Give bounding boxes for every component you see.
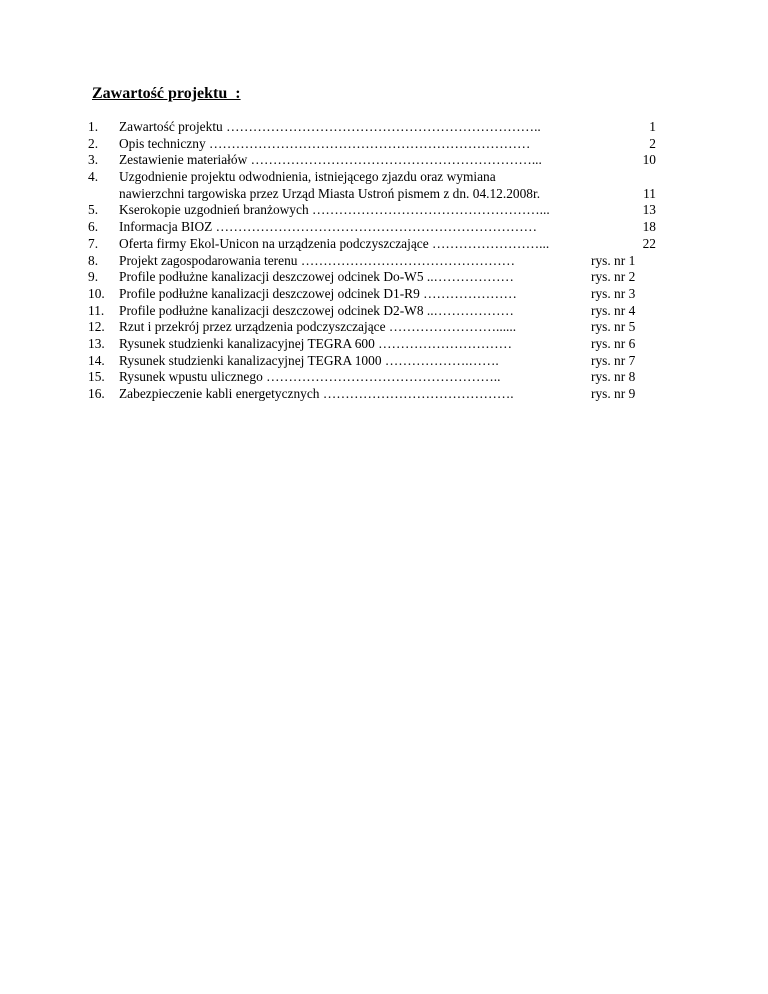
toc-item-number: 15. (88, 369, 105, 385)
toc-item-drawing-ref: rys. nr 4 (591, 302, 636, 318)
toc-item-5 (88, 202, 668, 219)
toc-item-drawing-ref: rys. nr 9 (591, 386, 636, 402)
toc-item-text: Zawartość projektu …………………………………………………………….. (119, 119, 541, 134)
toc-item-16 (88, 386, 668, 403)
toc-item-9 (88, 269, 668, 286)
toc-item-number: 13. (88, 335, 105, 351)
toc-item-page: 11 (643, 185, 656, 201)
toc-item-8 (88, 253, 668, 270)
toc-item-text: Oferta firmy Ekol-Unicon na urządzenia podczyszczające ……………………... (119, 235, 550, 251)
toc-item-drawing-ref: rys. nr 2 (591, 269, 636, 285)
toc-item-page: 13 (642, 202, 656, 218)
toc-item-text: Rzut i przekrój przez urządzenia podczyszczające ……………………...... (119, 319, 517, 335)
toc-item-number: 10. (88, 285, 105, 301)
toc-item-text-block (119, 169, 540, 202)
toc-item-number: 4. (88, 169, 99, 185)
toc-item-drawing-ref: rys. nr 7 (591, 352, 636, 368)
toc-item-2 (88, 136, 668, 153)
toc-item-3 (88, 152, 668, 169)
toc-item-text: Rysunek studzienki kanalizacyjnej TEGRA 1000 ……………….……. (119, 352, 499, 368)
toc-item-number: 8. (88, 252, 99, 268)
toc-item-7 (88, 236, 668, 253)
toc-item-text: Opis techniczny ……………………………………………………………… (119, 135, 531, 151)
toc-item-number: 3. (88, 152, 99, 168)
toc-item-text: Informacja BIOZ ……………………………………………………………… (119, 219, 538, 235)
toc-item-text: Kserokopie uzgodnień branżowych ……………………………………………... (119, 202, 550, 218)
toc-item-number: 9. (88, 269, 99, 285)
toc-item-drawing-ref: rys. nr 8 (591, 369, 636, 385)
toc-item-text: Rysunek studzienki kanalizacyjnej TEGRA 600 ………………………… (119, 335, 513, 351)
toc-item-text: Profile podłużne kanalizacji deszczowej odcinek D2-W8 ..……………… (119, 302, 514, 318)
toc-item-page: 1 (649, 119, 656, 134)
toc-item-page: 22 (642, 235, 656, 251)
toc-item-drawing-ref: rys. nr 5 (591, 319, 636, 335)
toc-item-text: Profile podłużne kanalizacji deszczowej odcinek D1-R9 ………………… (119, 285, 517, 301)
toc-item-14 (88, 353, 668, 370)
toc-item-drawing-ref: rys. nr 1 (591, 252, 636, 268)
toc-item-text: Rysunek wpustu ulicznego …………………………………………….. (119, 369, 501, 385)
toc-item-11 (88, 303, 668, 320)
toc-item-6 (88, 219, 668, 236)
toc-item-number: 6. (88, 219, 99, 235)
table-of-contents (88, 119, 668, 403)
toc-item-1 (88, 119, 668, 136)
toc-item-number: 2. (88, 135, 99, 151)
toc-item-page: 18 (642, 219, 656, 235)
toc-item-number: 5. (88, 202, 99, 218)
toc-item-drawing-ref: rys. nr 6 (591, 335, 636, 351)
toc-item-number: 14. (88, 352, 105, 368)
toc-item-page: 10 (642, 152, 656, 168)
toc-item-10 (88, 286, 668, 303)
toc-item-text: Zestawienie materiałów ………………………………………………………... (119, 152, 542, 168)
toc-item-text: Projekt zagospodarowania terenu ………………………………………… (119, 252, 516, 268)
toc-item-4 (88, 169, 668, 202)
toc-item-number: 16. (88, 386, 105, 402)
toc-item-text: Uzgodnienie projektu odwodnienia, istniejącego zjazdu oraz wymiana (119, 169, 496, 185)
toc-item-15 (88, 369, 668, 386)
toc-item-drawing-ref: rys. nr 3 (591, 285, 636, 301)
toc-item-page: 2 (649, 135, 656, 151)
toc-item-text: Zabezpieczenie kabli energetycznych ……………………………………. (119, 386, 514, 402)
toc-item-text: Profile podłużne kanalizacji deszczowej odcinek Do-W5 ..……………… (119, 269, 514, 285)
toc-item-12 (88, 319, 668, 336)
document-title: Zawartość projektu : (92, 85, 241, 102)
toc-item-text-continuation: nawierzchni targowiska przez Urząd Miasta Ustroń pismem z dn. 04.12.2008r. (119, 185, 541, 201)
toc-item-13 (88, 336, 668, 353)
toc-item-number: 12. (88, 319, 105, 335)
toc-item-number: 7. (88, 235, 99, 251)
toc-item-number: 1. (88, 119, 99, 134)
toc-item-number: 11. (88, 302, 105, 318)
